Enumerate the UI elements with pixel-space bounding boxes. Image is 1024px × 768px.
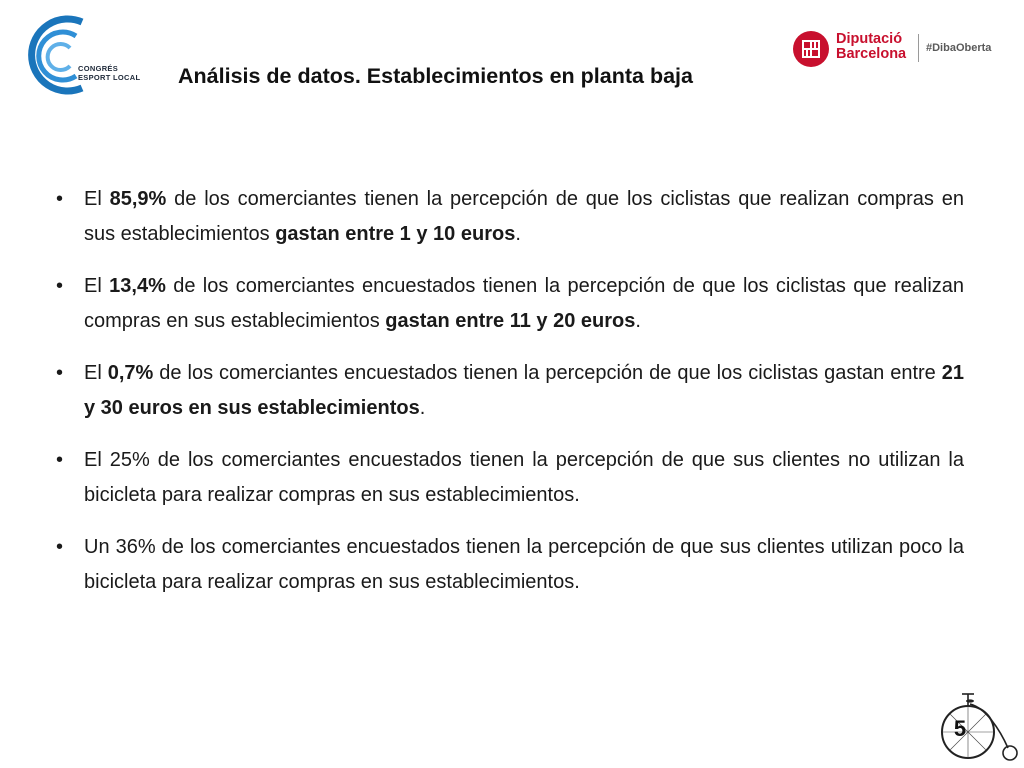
bullet-item-2: [56, 269, 964, 339]
page-number: 5: [953, 716, 967, 741]
diputacio-line-1: Diputació: [836, 31, 903, 47]
bullet-dot: •: [56, 362, 64, 384]
bullet-item-5: [56, 530, 964, 600]
diputacio-line-2: Barcelona: [836, 46, 907, 62]
bullet-text: El 13,4% de los comerciantes encuestados tienen la percepción de que los ciclistas que realizan compras en sus establecimientos gastan entre 11 y 20 euros.: [84, 275, 965, 332]
hashtag: #DibaOberta: [926, 42, 992, 54]
diputacio-seal-icon: [792, 30, 830, 68]
bullet-dot: •: [56, 449, 64, 471]
penny-farthing-bicycle-icon: [934, 690, 1020, 762]
logo-divider: [918, 34, 919, 62]
bullet-dot: •: [56, 188, 64, 210]
bullet-list: [56, 182, 964, 617]
diputacio-name: [836, 32, 906, 62]
logo-text: [78, 64, 140, 82]
bullet-item-3: [56, 356, 964, 426]
bullet-dot: •: [56, 275, 64, 297]
bullet-item-1: [56, 182, 964, 252]
bullet-text: El 0,7% de los comerciantes encuestados tienen la percepción de que los ciclistas gastan entre 21 y 30 euros en sus establecimientos.: [84, 362, 964, 419]
bullet-text: El 85,9% de los comerciantes tienen la percepción de que los ciclistas que realizan compras en sus establecimientos gastan entre 1 y 10 euros.: [84, 188, 964, 245]
logo-line-1: CONGRÉS: [78, 64, 119, 73]
bullet-dot: •: [56, 536, 64, 558]
page-title: Análisis de datos. Establecimientos en planta baja: [178, 64, 693, 88]
bullet-text: Un 36% de los comerciantes encuestados tienen la percepción de que sus clientes utilizan poco la bicicleta para realizar compras en sus establecimientos.: [84, 536, 964, 593]
logo-line-2: ESPORT LOCAL: [78, 73, 141, 82]
congres-esport-local-logo: [14, 10, 154, 100]
bullet-item-4: [56, 443, 964, 513]
bullet-text: El 25% de los comerciantes encuestados tienen la percepción de que sus clientes no utilizan la bicicleta para realizar compras en sus establecimientos.: [84, 449, 964, 506]
diputacio-barcelona-logo: [792, 28, 1014, 72]
congres-logo-icon: [14, 10, 84, 100]
